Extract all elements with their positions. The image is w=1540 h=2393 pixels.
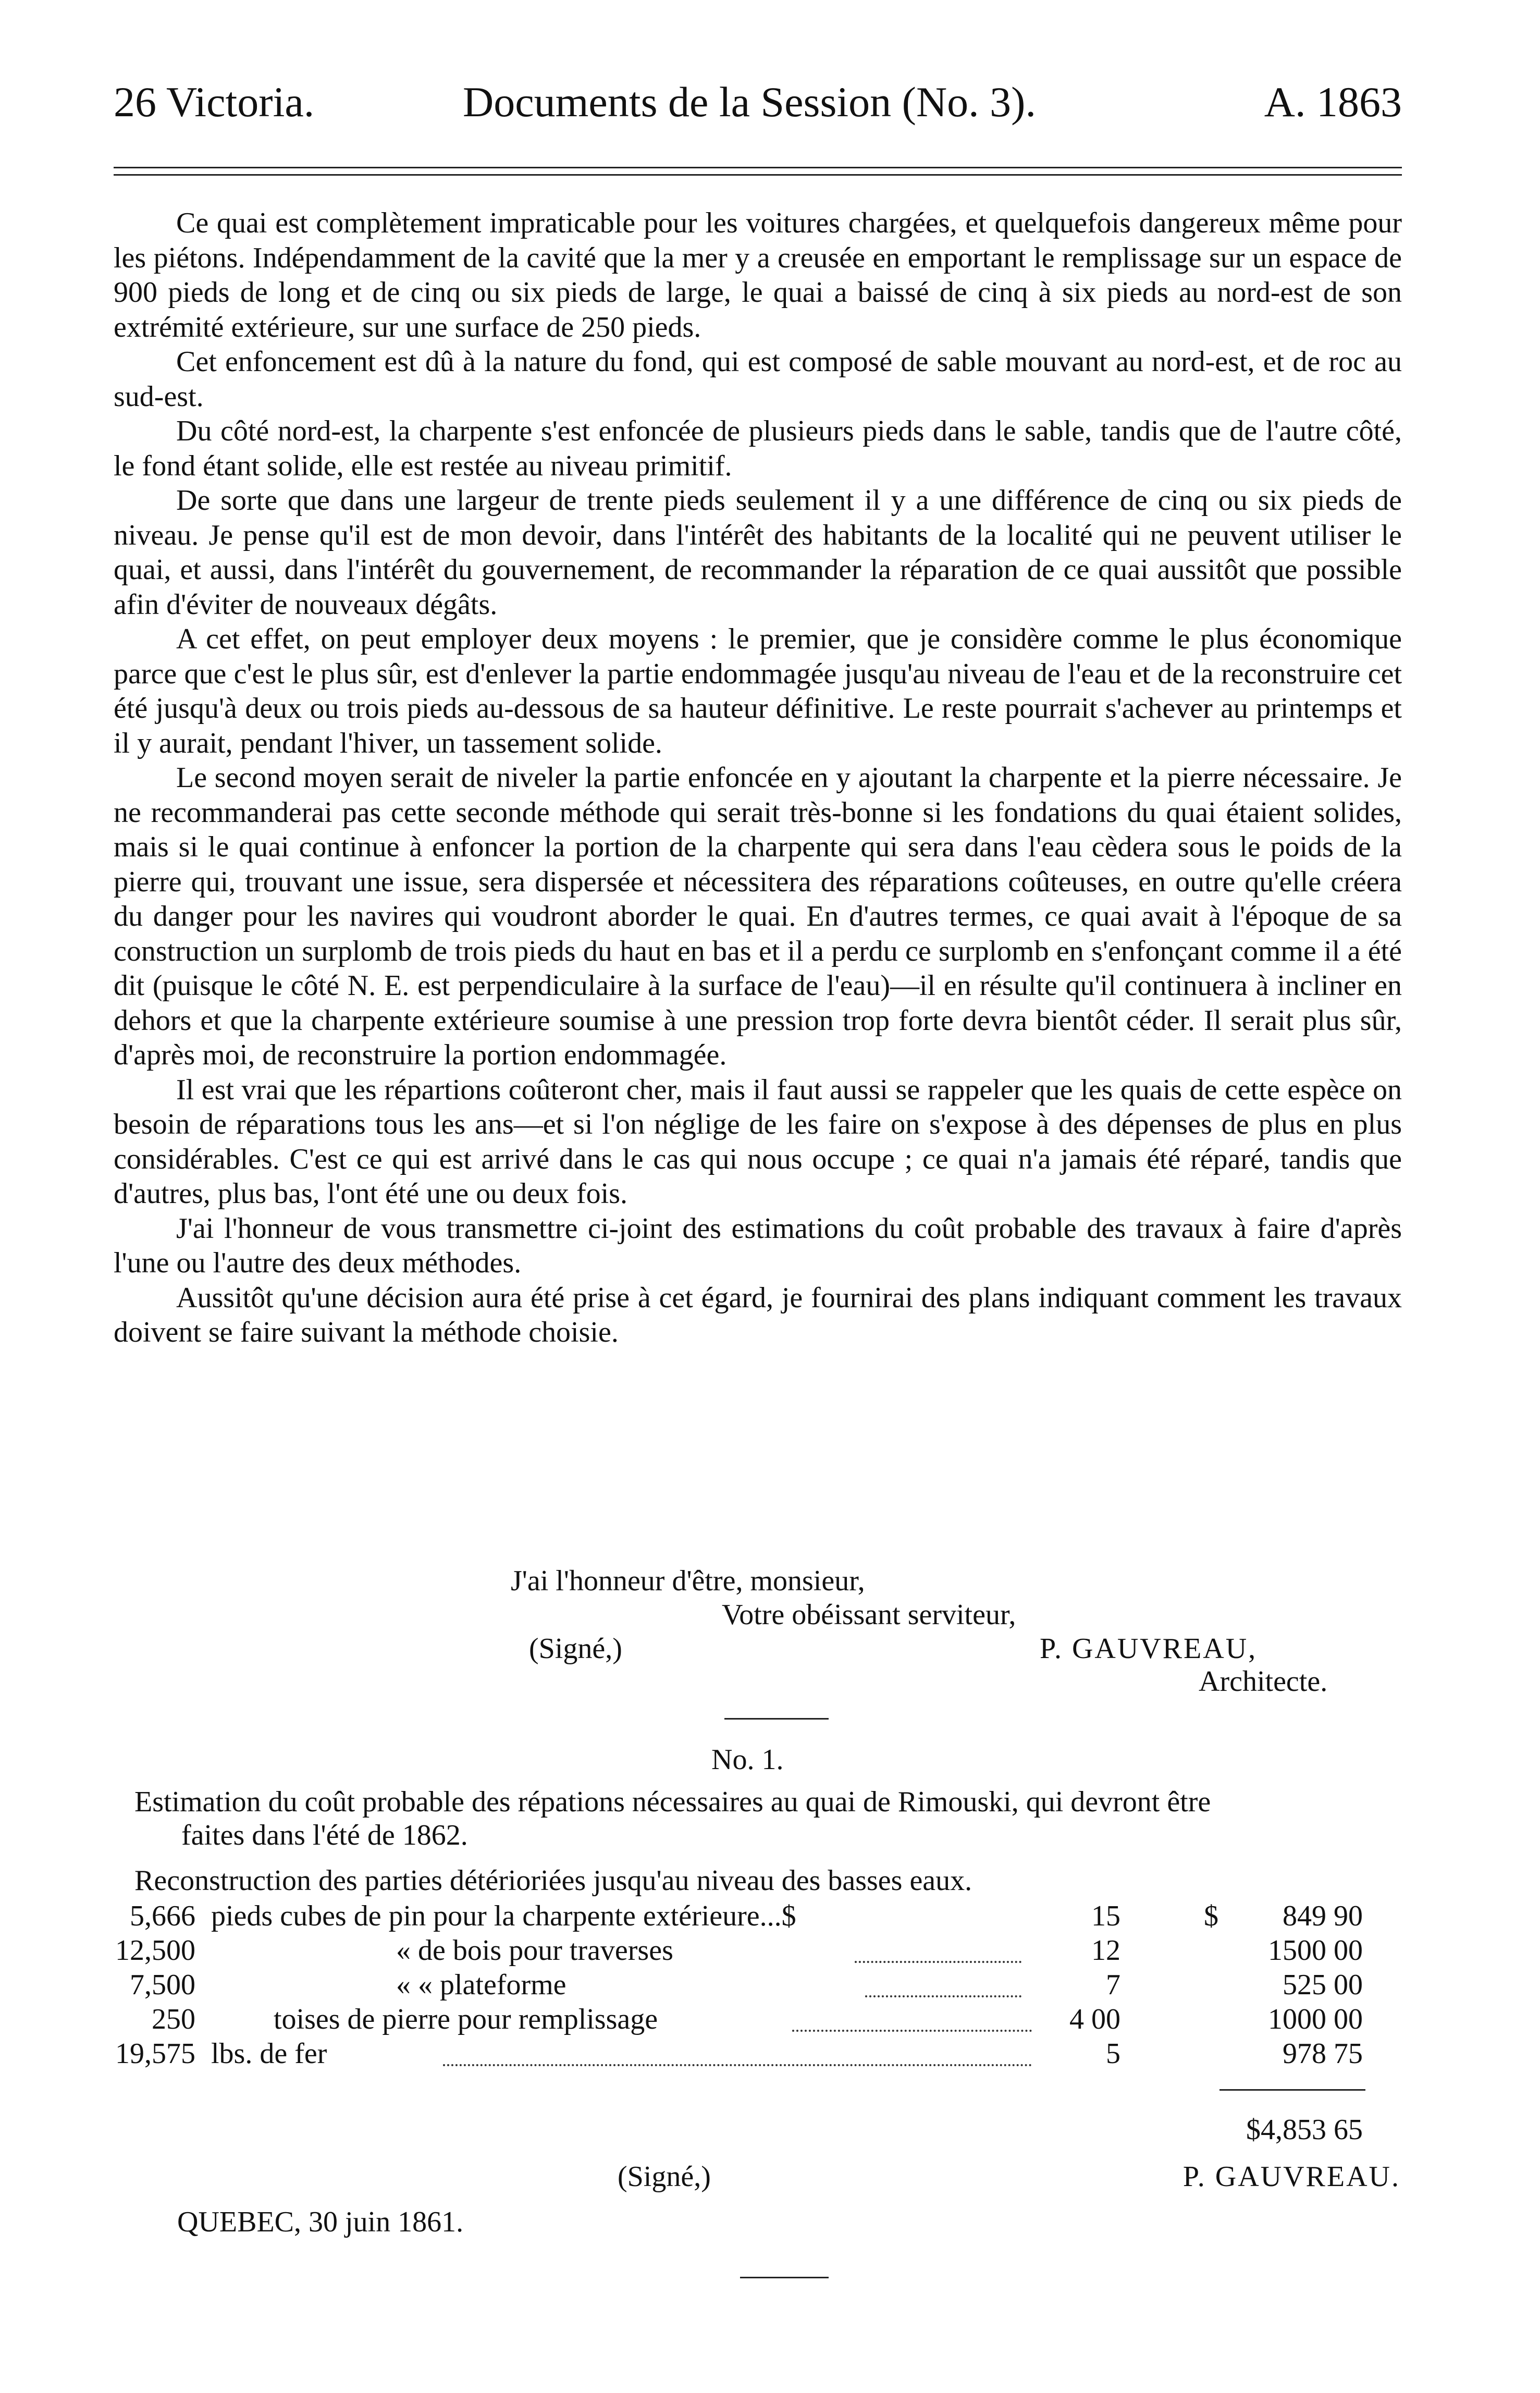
table-row — [0, 1970, 1540, 2005]
row-total: 1000 00 — [1268, 2003, 1363, 2035]
row-rate: 15 — [1091, 1900, 1120, 1932]
paragraph-3: Du côté nord-est, la charpente s'est enfoncée de plusieurs pieds dans le sable, tandis que de l'autre côté, le fond étant solide, elle est restée au niveau primitif. — [114, 415, 1402, 482]
estimate-number: No. 1. — [711, 1744, 784, 1776]
row-qty: 250 — [152, 2003, 195, 2035]
header-right: A. 1863 — [1264, 78, 1402, 126]
row-rate: 12 — [1091, 1934, 1120, 1967]
estimate-title-line2: faites dans l'été de 1862. — [181, 1819, 468, 1851]
paragraph-5: A cet effet, on peut employer deux moyens : le premier, que je considère comme le plus économique parce que c'est le plus sûr, est d'enlever la partie endommagée jusqu'au niveau de l'eau et de la reconstruire cet été jusqu'à deux ou trois pieds au-dessous de sa hauteur définitive. Le reste pourrait s'achever au printemps et il y aurait, pendant l'hiver, un tassement solide. — [114, 623, 1402, 759]
header-rule-bottom — [114, 174, 1402, 176]
paragraph-4: De sorte que dans une largeur de trente pieds seulement il y a une différence de cinq ou six pieds de niveau. Je pense qu'il est de mon devoir, dans l'intérêt des habitants de la localité qui ne peuvent utiliser le quai, et aussi, dans l'intérêt du gouvernement, de recommander la réparation de ce quai aussitôt que possible afin d'éviter de nouveaux dégâts. — [114, 484, 1402, 621]
paragraph-9: Aussitôt qu'une décision aura été prise à cet égard, je fournirai des plans indiquant comment les travaux doivent se faire suivant la méthode choisie. — [114, 1281, 1402, 1348]
section-divider — [724, 1718, 829, 1720]
letter-body — [114, 206, 1402, 1350]
table-row — [0, 1936, 1540, 1970]
total-rule — [1219, 2089, 1365, 2091]
closing-line-2: Votre obéissant serviteur, — [722, 1599, 1016, 1631]
header-left: 26 Victoria. — [114, 78, 315, 126]
table-row — [0, 2005, 1540, 2039]
header-rule-top — [114, 167, 1402, 168]
closing-title: Architecte. — [1199, 1665, 1328, 1698]
paragraph-1: Ce quai est complètement impraticable pour les voitures chargées, et quelquefois dangereux même pour les piétons. Indépendamment de la cavité que la mer y a creusée en emportant le remplissage sur un espace de 900 pieds de long et de cinq ou six pieds de large, le quai a baissé de cinq à six pieds au nord-est de son extrémité extérieure, sur une surface de 250 pieds. — [114, 207, 1402, 343]
header-center: Documents de la Session (No. 3). — [463, 78, 1036, 126]
row-qty: 12,500 — [115, 1934, 195, 1967]
closing-line-1: J'ai l'honneur d'être, monsieur, — [511, 1565, 865, 1597]
row-total: 525 00 — [1283, 1969, 1363, 2001]
row-total: 978 75 — [1283, 2038, 1363, 2070]
row-total: 849 90 — [1283, 1900, 1363, 1932]
estimate-subheading: Reconstruction des parties détérioriées jusqu'au niveau des basses eaux. — [134, 1864, 972, 1897]
row-dollar: $ — [1204, 1900, 1218, 1932]
estimate-signed: (Signé,) — [618, 2161, 711, 2193]
closing-name: P. GAUVREAU, — [1040, 1633, 1258, 1665]
table-row — [0, 1901, 1540, 1936]
estimate-title — [134, 1785, 1402, 1852]
row-qty: 7,500 — [130, 1969, 195, 2001]
row-qty: 5,666 — [130, 1900, 195, 1932]
row-desc: pieds cubes de pin pour la charpente extérieure...$ — [211, 1900, 796, 1932]
row-qty: 19,575 — [115, 2038, 195, 2070]
row-rate: 4 00 — [1069, 2003, 1120, 2035]
row-desc: « « plateforme — [396, 1969, 566, 2001]
estimate-signer: P. GAUVREAU. — [1182, 2161, 1400, 2193]
grand-total: $4,853 65 — [1246, 2114, 1363, 2146]
estimate-title-line1: Estimation du coût probable des répations nécessaires au quai de Rimouski, qui devront être — [134, 1786, 1211, 1818]
paragraph-6: Le second moyen serait de niveler la partie enfoncée en y ajoutant la charpente et la pierre nécessaire. Je ne recommanderai pas cette seconde méthode qui serait très-bonne si les fondations du quai étaient solides, mais si le quai continue à enfoncer la portion de la charpente qui sera dans l'eau cèdera sous le poids de la pierre qui, trouvant une issue, sera dispersée et nécessitera des réparations coûteuses, en outre qu'elle créera du danger pour les navires qui voudront aborder le quai. En d'autres termes, ce quai avait à l'époque de sa construction un surplomb de trois pieds du haut en bas et il a perdu ce surplomb en s'enfonçant comme il a été dit (puisque le côté N. E. est perpendiculaire à la surface de l'eau)—il en résulte qu'il continuera à incliner en dehors et que la charpente extérieure soumise à une pression trop forte devra bientôt céder. Il serait plus sûr, d'après moi, de reconstruire la portion endommagée. — [114, 762, 1402, 1071]
row-rate: 5 — [1106, 2038, 1120, 2070]
dot-leader — [443, 2064, 1032, 2066]
row-desc: lbs. de fer — [211, 2038, 327, 2070]
paragraph-8: J'ai l'honneur de vous transmettre ci-joint des estimations du coût probable des travaux à faire d'après l'une ou l'autre des deux méthodes. — [114, 1212, 1402, 1279]
dot-leader — [865, 1995, 1021, 1997]
paragraph-7: Il est vrai que les répartions coûteront cher, mais il faut aussi se rappeler que les quais de cette espèce on besoin de réparations tous les ans—et si l'on néglige de les faire on s'expose à des dépenses de plus en plus considérables. C'est ce qui est arrivé dans le cas qui nous occupe ; ce quai n'a jamais été réparé, tandis que d'autres, plus bas, l'ont été une ou deux fois. — [114, 1073, 1402, 1210]
row-desc: « de bois pour traverses — [396, 1934, 673, 1967]
row-total: 1500 00 — [1268, 1934, 1363, 1967]
closing-signed: (Signé,) — [529, 1633, 622, 1665]
end-rule — [740, 2277, 829, 2278]
row-desc: toises de pierre pour remplissage — [274, 2003, 658, 2035]
dot-leader — [855, 1961, 1021, 1963]
table-row — [0, 2039, 1540, 2073]
row-rate: 7 — [1106, 1969, 1120, 2001]
dot-leader — [792, 2030, 1032, 2032]
paragraph-2: Cet enfoncement est dû à la nature du fond, qui est composé de sable mouvant au nord-est, et de roc au sud-est. — [114, 346, 1402, 413]
place-date: QUEBEC, 30 juin 1861. — [177, 2206, 464, 2238]
